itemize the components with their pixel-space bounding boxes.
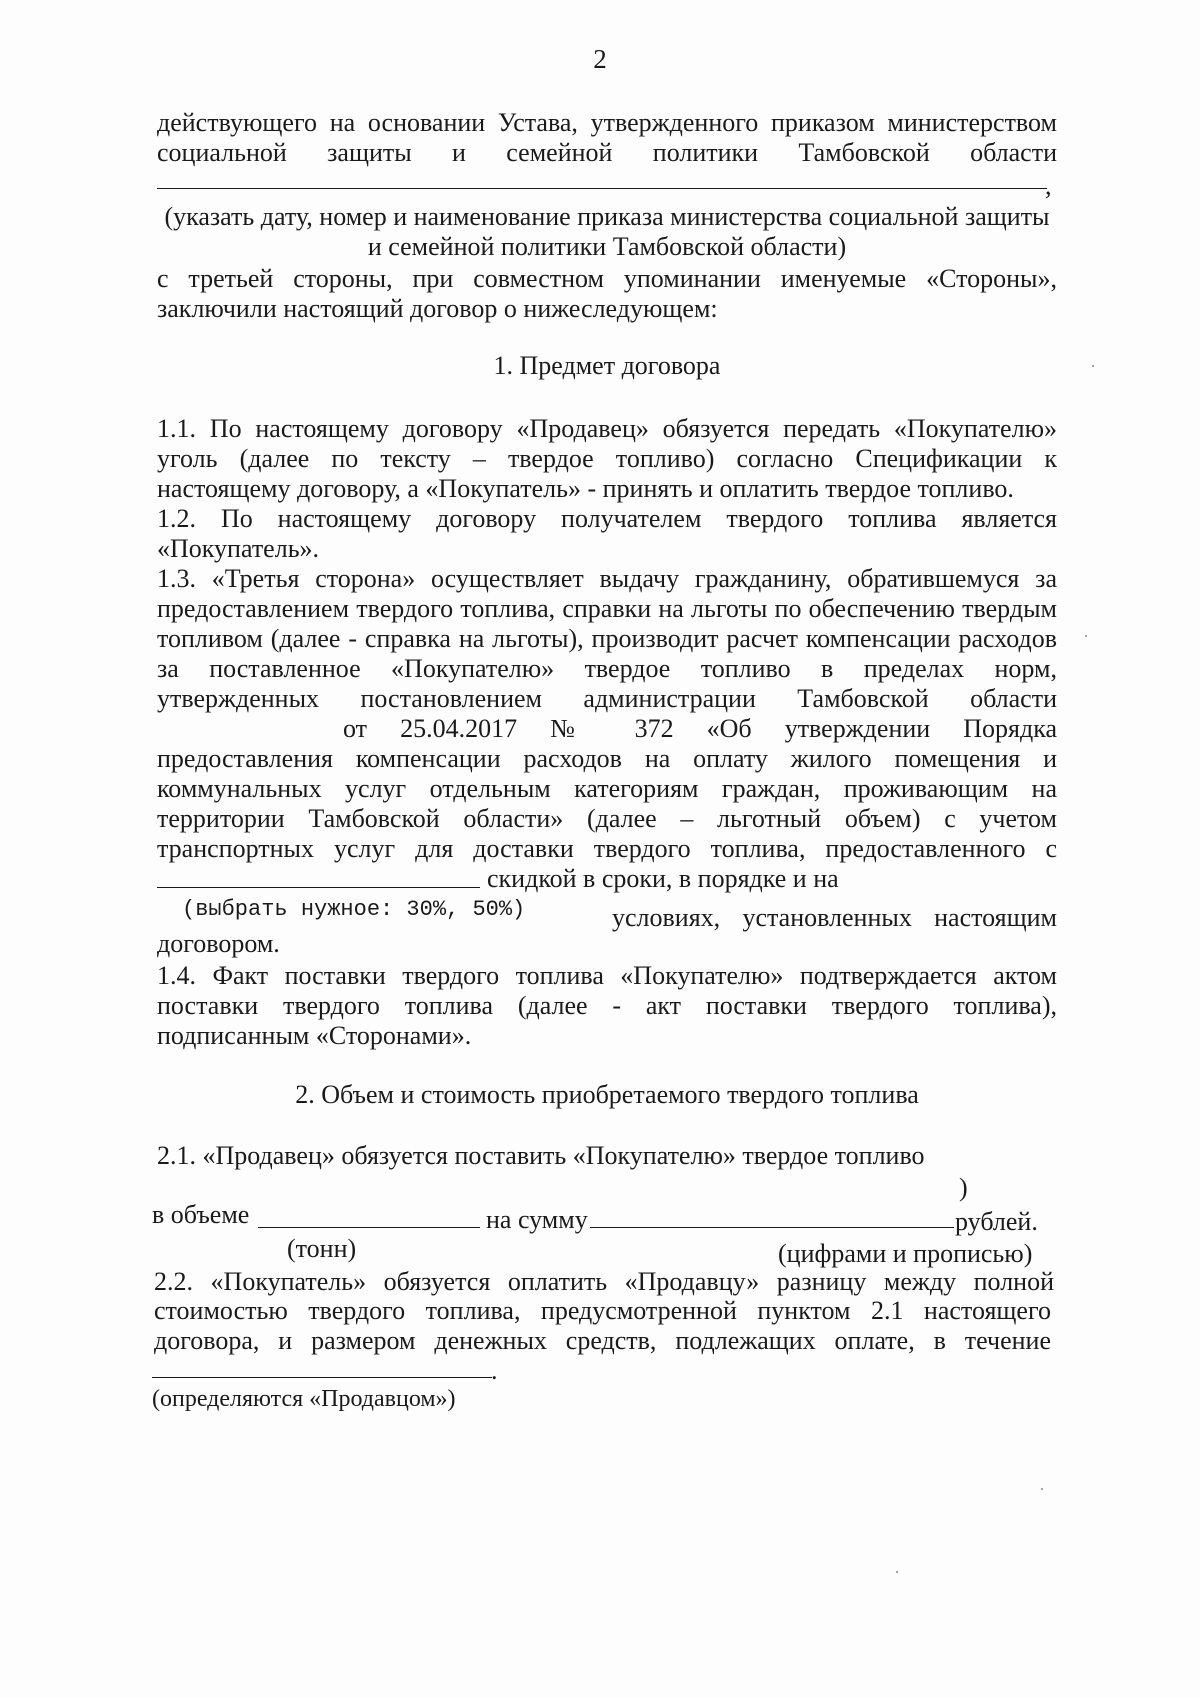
clause-1-3-line-9: территории Тамбовской области» (далее – льготный объем) с учетом <box>157 804 1057 833</box>
clause-1-3-line-2: предоставлением твердого топлива, справки на льготы по обеспечению твердым <box>157 594 1057 623</box>
clause-2-2-line-3: договора, и размером денежных средств, подлежащих оплате, в течение <box>154 1326 1051 1355</box>
payment-term-blank-line <box>152 1377 492 1378</box>
intro-line-2: социальной защиты и семейной политики Тамбовской области <box>157 138 1057 167</box>
volume-blank-line <box>258 1227 480 1228</box>
clause-1-3-line-5: утвержденных постановлением администрации Тамбовской области <box>157 684 1057 713</box>
clause-1-4-line-2: поставки твердого топлива (далее - акт поставки твердого топлива), <box>157 991 1057 1020</box>
clause-1-3-line-12: условиях, установленных настоящим <box>612 903 1057 932</box>
order-blank-line <box>157 188 1047 189</box>
clause-1-3-line-3: топливом (далее - справка на льготы), производит расчет компенсации расходов <box>157 624 1057 653</box>
clause-1-1-line-2: уголь (далее по тексту – твердое топливо) согласно Спецификации к <box>157 444 1057 473</box>
order-hint-line-1: (указать дату, номер и наименование приказа министерства социальной защиты <box>164 202 1050 231</box>
clause-1-3-line-8: коммунальных услуг отдельным категориям граждан, проживающим на <box>157 774 1057 803</box>
words-hint: (цифрами и прописью) <box>778 1239 1033 1268</box>
clause-2-1-volume-label: в объеме <box>152 1200 250 1229</box>
clause-1-3-line-10: транспортных услуг для доставки твердого топлива, предоставленного с <box>157 834 1057 863</box>
clause-2-1-line-1: 2.1. «Продавец» обязуется поставить «Покупателю» твердое топливо <box>157 1141 925 1170</box>
clause-1-4-line-1: 1.4. Факт поставки твердого топлива «Покупателю» подтверждается актом <box>157 961 1057 990</box>
section-1-title: 1. Предмет договора <box>493 351 721 380</box>
tons-hint: (тонн) <box>287 1234 357 1263</box>
clause-1-3-line-13: договором. <box>157 929 280 958</box>
payment-term-period: . <box>491 1356 498 1385</box>
scan-speck <box>1085 635 1087 637</box>
seller-hint: (определяются «Продавцом») <box>152 1386 456 1412</box>
clause-1-3-line-7: предоставления компенсации расходов на оплату жилого помещения и <box>157 744 1057 773</box>
scan-speck <box>1092 365 1094 367</box>
intro-line-1: действующего на основании Устава, утвержденного приказом министерством <box>157 108 1057 137</box>
clause-1-1-line-1: 1.1. По настоящему договору «Продавец» обязуется передать «Покупателю» <box>157 414 1057 443</box>
scan-speck <box>1041 1488 1043 1490</box>
clause-2-1-paren: ) <box>959 1173 968 1202</box>
clause-1-1-line-3: настоящему договору, а «Покупатель» - принять и оплатить твердое топливо. <box>157 474 1014 503</box>
clause-2-1-rubles: рублей. <box>955 1207 1038 1236</box>
clause-1-3-line-11: скидкой в сроки, в порядке и на <box>487 864 839 893</box>
intro-line-5: заключили настоящий договор о нижеследующем: <box>157 294 718 323</box>
clause-1-3-line-1: 1.3. «Третья сторона» осуществляет выдачу гражданину, обратившемуся за <box>157 564 1057 593</box>
clause-2-2-line-2: стоимостью твердого топлива, предусмотренной пунктом 2.1 настоящего <box>154 1296 1051 1325</box>
clause-2-1-sum-label: на сумму <box>486 1205 588 1234</box>
page-number: 2 <box>593 44 607 74</box>
section-2-title: 2. Объем и стоимость приобретаемого твердого топлива <box>295 1080 919 1109</box>
intro-line-4: с третьей стороны, при совместном упоминании именуемые «Стороны», <box>157 264 1057 293</box>
order-blank-comma: , <box>1045 171 1052 200</box>
clause-1-2-line-1: 1.2. По настоящему договору получателем твердого топлива является <box>157 504 1057 533</box>
clause-1-2-line-2: «Покупатель». <box>157 534 320 563</box>
discount-blank-line <box>157 887 480 888</box>
sum-blank-line <box>590 1227 954 1228</box>
discount-hint: (выбрать нужное: 30%, 50%) <box>182 897 526 922</box>
clause-1-4-line-3: подписанным «Сторонами». <box>157 1021 472 1050</box>
order-hint-line-2: и семейной политики Тамбовской области) <box>367 232 847 261</box>
clause-1-3-line-4: за поставленное «Покупателю» твердое топливо в пределах норм, <box>157 654 1057 683</box>
scan-speck <box>896 1571 898 1573</box>
clause-1-3-line-6: от 25.04.2017 № 372 «Об утверждении Порядка <box>343 714 1057 743</box>
clause-2-2-line-1: 2.2. «Покупатель» обязуется оплатить «Продавцу» разницу между полной <box>154 1267 1054 1296</box>
